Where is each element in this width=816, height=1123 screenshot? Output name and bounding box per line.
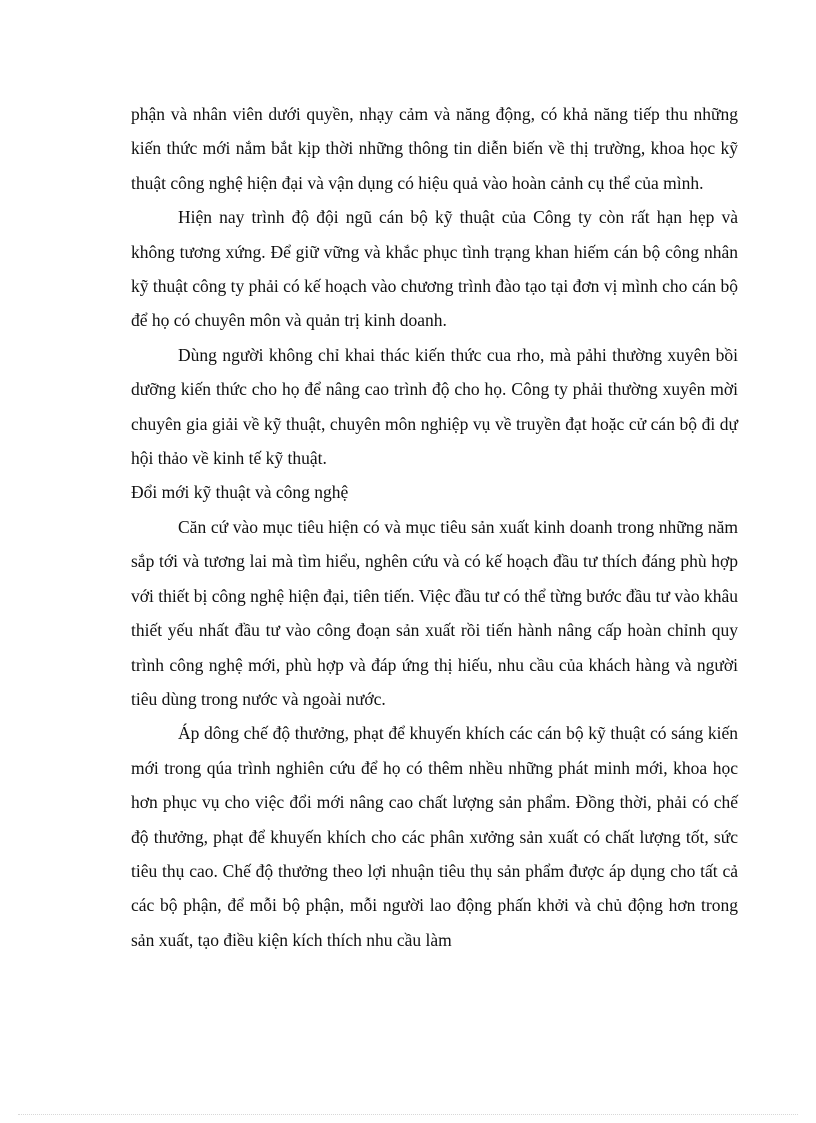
- paragraph-continuation: phận và nhân viên dưới quyền, nhạy cảm và năng động, có khả năng tiếp thu những kiến thức mới nắm bắt kịp thời những thông tin diễn biến về thị trường, khoa học kỹ thuật công nghệ hiện đại và vận dụng có hiệu quả vào hoàn cảnh cụ thể của mình.: [131, 104, 738, 193]
- document-body: [131, 97, 738, 957]
- page-bottom-divider: [18, 1114, 798, 1115]
- paragraph-investment: Căn cứ vào mục tiêu hiện có và mục tiêu sản xuất kinh doanh trong những năm sắp tới và tương lai mà tìm hiểu, nghên cứu và có kế hoạch đầu tư thích đáng phù hợp với thiết bị công nghệ hiện đại, tiên tiến. Việc đầu tư có thể từng bước đầu tư vào khâu thiết yếu nhất đầu tư vào công đoạn sản xuất rồi tiến hành nâng cấp hoàn chỉnh quy trình công nghệ mới, phù hợp và đáp ứng thị hiếu, nhu cầu của khách hàng và người tiêu dùng trong nước và ngoài nước.: [131, 516, 738, 709]
- paragraph-training: Dùng người không chỉ khai thác kiến thức cua rho, mà pảhi thường xuyên bồi dưỡng kiến thức cho họ để nâng cao trình độ cho họ. Công ty phải thường xuyên mời chuyên gia giải về kỹ thuật, chuyên môn nghiệp vụ về truyền đạt hoặc cử cán bộ đi dự hội thảo về kinh tế kỹ thuật.: [131, 344, 738, 469]
- section-heading: Đổi mới kỹ thuật và công nghệ: [131, 482, 349, 503]
- paragraph-staff-capacity: Hiện nay trình độ đội ngũ cán bộ kỹ thuật của Công ty còn rất hạn hẹp và không tương xứng. Để giữ vững và khắc phục tình trạng khan hiếm cán bộ công nhân kỹ thuật công ty phải có kế hoạch vào chương trình đào tạo tại đơn vị mình cho cán bộ để họ có chuyên môn và quản trị kinh doanh.: [131, 207, 738, 331]
- paragraph-rewards: Áp dông chế độ thưởng, phạt để khuyến khích các cán bộ kỹ thuật có sáng kiến mới trong qúa trình nghiên cứu để họ có thêm nhều những phát minh mới, khoa học hơn phục vụ cho việc đổi mới nâng cao chất lượng sản phẩm. Đồng thời, phải có chế độ thưởng, phạt để khuyến khích cho các phân xưởng sản xuất có chất lượng tốt, sức tiêu thụ cao. Chế độ thưởng theo lợi nhuận tiêu thụ sản phẩm được áp dụng cho tất cả các bộ phận, để mỗi bộ phận, mỗi người lao động phấn khởi và chủ động hơn trong sản xuất, tạo điều kiện kích thích nhu cầu làm: [131, 723, 738, 950]
